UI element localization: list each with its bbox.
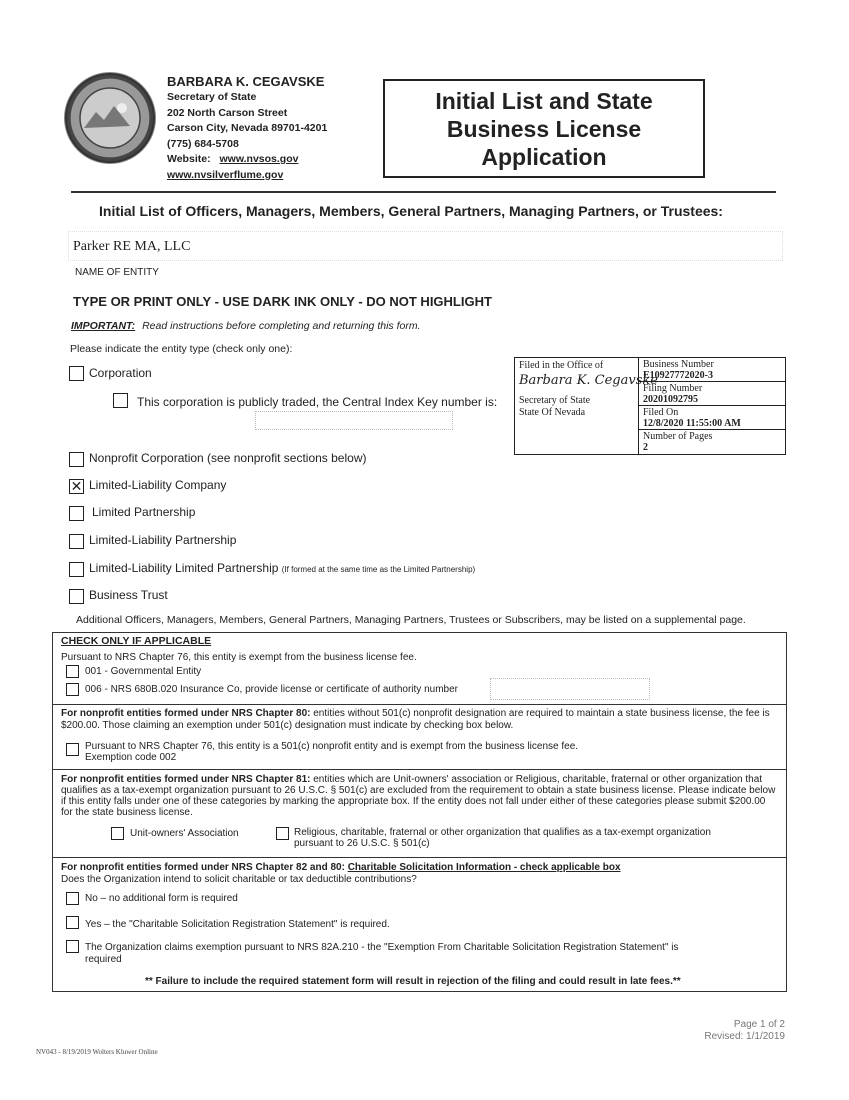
filing-stamp <box>514 357 786 455</box>
header-divider <box>71 191 776 193</box>
chapter-82-subheading: Charitable Solicitation Information - check applicable box <box>347 862 621 873</box>
important-text: Read instructions before completing and returning this form. <box>142 320 421 332</box>
phone: (775) 684-5708 <box>167 137 239 150</box>
website-link-2[interactable]: www.nvsilverflume.gov <box>167 168 284 181</box>
secretary-of-state: Secretary of State <box>519 395 591 406</box>
form-title-line-2: Business License <box>446 116 642 142</box>
llp-label: Limited-Liability Partnership <box>89 533 237 547</box>
website-label: Website: <box>167 153 211 165</box>
filing-number: 20201092795 <box>643 394 698 405</box>
nonprofit-checkbox[interactable] <box>69 452 84 467</box>
publicly-traded-label: This corporation is publicly traded, the Central Index Key number is: <box>137 395 498 409</box>
publicly-traded-checkbox[interactable] <box>113 393 128 408</box>
yes-solicitation-checkbox[interactable] <box>66 916 79 929</box>
governmental-entity-checkbox[interactable] <box>66 665 79 678</box>
rejection-warning: ** Failure to include the required statement form will result in rejection of the filing and could result in late fees.** <box>145 976 681 987</box>
filed-in-office: Filed in the Office of <box>519 360 604 371</box>
exemption-claim-label: The Organization claims exemption pursuant to NRS 82A.210 - the "Exemption From Charitable Solicitation Registration Statement" is required <box>85 942 679 965</box>
state-of-nevada: State Of Nevada <box>519 407 586 418</box>
corporation-checkbox[interactable] <box>69 366 84 381</box>
office-title: Secretary of State <box>167 91 257 103</box>
form-title-line-3: Application <box>481 144 607 170</box>
address-line-1: 202 North Carson Street <box>167 106 288 119</box>
chapter-82-heading: For nonprofit entities formed under NRS Chapter 82 and 80: <box>61 862 345 873</box>
important-label: IMPORTANT: <box>71 320 136 332</box>
revised-date: Revised: 1/1/2019 <box>704 1031 785 1042</box>
insurance-co-checkbox[interactable] <box>66 683 79 696</box>
number-of-pages: 2 <box>643 442 648 453</box>
religious-org-checkbox[interactable] <box>276 827 289 840</box>
chapter-81-text <box>61 774 779 818</box>
lllp-note: (If formed at the same time as the Limited Partnership) <box>281 565 476 574</box>
website-link-1[interactable]: www.nvsos.gov <box>219 153 299 165</box>
chapter-80-section <box>52 704 787 770</box>
pages-cell: Number of Pages 2 <box>639 430 785 454</box>
solicitation-question: Does the Organization intend to solicit charitable or tax deductible contributions? <box>61 874 417 885</box>
lllp-checkbox[interactable] <box>69 562 84 577</box>
exemption-claim-checkbox[interactable] <box>66 940 79 953</box>
type-or-print-notice: TYPE OR PRINT ONLY - USE DARK INK ONLY - DO NOT HIGHLIGHT <box>73 294 492 309</box>
central-index-key-input[interactable] <box>255 411 453 430</box>
business-trust-checkbox[interactable] <box>69 589 84 604</box>
form-title-box <box>383 79 705 178</box>
important-note <box>71 320 421 332</box>
501c-exempt-checkbox[interactable] <box>66 743 79 756</box>
corporation-label: Corporation <box>89 366 152 380</box>
entity-name-label: NAME OF ENTITY <box>75 267 159 278</box>
llc-checkbox[interactable] <box>69 479 84 494</box>
llc-label: Limited-Liability Company <box>89 478 227 492</box>
check-section-heading: CHECK ONLY IF APPLICABLE <box>61 635 212 647</box>
page-info <box>704 1019 785 1043</box>
issuer-block <box>167 74 327 183</box>
business-number: E10927772020-3 <box>643 370 713 381</box>
license-number-input[interactable] <box>490 678 650 700</box>
no-solicitation-label: No – no additional form is required <box>85 893 238 904</box>
filing-number-cell: Filing Number 20201092795 <box>639 382 785 406</box>
website-row <box>167 152 327 168</box>
chapter-80-heading: For nonprofit entities formed under NRS Chapter 80: <box>61 708 311 719</box>
chapter-80-text <box>61 708 777 731</box>
nevada-state-seal <box>64 72 156 164</box>
unit-owners-label: Unit-owners' Association <box>130 828 239 839</box>
secretary-signature: Barbara K. Cegavske <box>519 373 658 388</box>
unit-owners-checkbox[interactable] <box>111 827 124 840</box>
insurance-co-label: 006 - NRS 680B.020 Insurance Co, provide license or certificate of authority number <box>85 684 458 695</box>
no-solicitation-checkbox[interactable] <box>66 892 79 905</box>
llp-checkbox[interactable] <box>69 534 84 549</box>
list-heading: Initial List of Officers, Managers, Members, General Partners, Managing Partners, or Trustees: <box>99 203 723 219</box>
lllp-row <box>89 561 475 575</box>
nonprofit-label: Nonprofit Corporation (see nonprofit sections below) <box>89 451 367 465</box>
lllp-label: Limited-Liability Limited Partnership <box>89 561 279 575</box>
business-trust-label: Business Trust <box>89 588 168 602</box>
form-title-line-1: Initial List and State <box>435 88 653 114</box>
indicate-type-prompt: Please indicate the entity type (check only one): <box>70 343 293 355</box>
chapter-81-heading: For nonprofit entities formed under NRS Chapter 81: <box>61 774 311 785</box>
form-id: NV043 - 8/19/2019 Wolters Kluwer Online <box>36 1048 158 1056</box>
official-name: BARBARA K. CEGAVSKE <box>167 74 325 89</box>
business-number-cell: Business Number E10927772020-3 <box>639 358 785 382</box>
additional-officers-note: Additional Officers, Managers, Members, General Partners, Managing Partners, Trustees or Subscribers, may be listed on a supplemental page. <box>76 614 746 626</box>
chapter-81-description: entities which are Unit-owners' association or Religious, charitable, fraternal or other organization that qualifies as a tax-exempt organization pursuant to 26 U.S.C. § 501(c) are excluded from the requirement to obtain a state business license. Please indicate below if this entity falls under one of these categories by marking the appropriate box. If the entity does not fall under either of these categories please submit $200.00 for the state business license. <box>61 774 776 818</box>
entity-name-input[interactable]: Parker RE MA, LLC <box>68 231 783 261</box>
llc-check-mark: ✕ <box>70 478 83 494</box>
chapter-80-description: entities without 501(c) nonprofit designation are required to maintain a state business license, the fee is $200.00. Those claiming an exemption under 501(c) designation must indicate by checking box below. <box>61 708 770 731</box>
governmental-entity-label: 001 - Governmental Entity <box>85 666 202 677</box>
filed-on-date: 12/8/2020 11:55:00 AM <box>643 418 741 429</box>
check-if-applicable-section <box>52 632 787 705</box>
address-line-2: Carson City, Nevada 89701-4201 <box>167 122 328 134</box>
501c-exempt-label: Pursuant to NRS Chapter 76, this entity is a 501(c) nonprofit entity and is exempt from the business license fee. Exemption code 002 <box>85 741 579 763</box>
lp-checkbox[interactable] <box>69 506 84 521</box>
chapter-82-section <box>52 857 787 992</box>
chapter-82-heading-row <box>61 862 621 873</box>
exempt-intro: Pursuant to NRS Chapter 76, this entity is exempt from the business license fee. <box>61 652 417 663</box>
chapter-81-section <box>52 769 787 858</box>
page-number: Page 1 of 2 <box>733 1019 785 1030</box>
filed-on-cell: Filed On 12/8/2020 11:55:00 AM <box>639 406 785 430</box>
yes-solicitation-label: Yes – the "Charitable Solicitation Registration Statement" is required. <box>85 919 390 930</box>
lp-label: Limited Partnership <box>92 505 196 519</box>
religious-org-label: Religious, charitable, fraternal or other organization that qualifies as a tax-exempt organization pursuant to 26 U.S.C. § 501(c) <box>294 827 711 849</box>
